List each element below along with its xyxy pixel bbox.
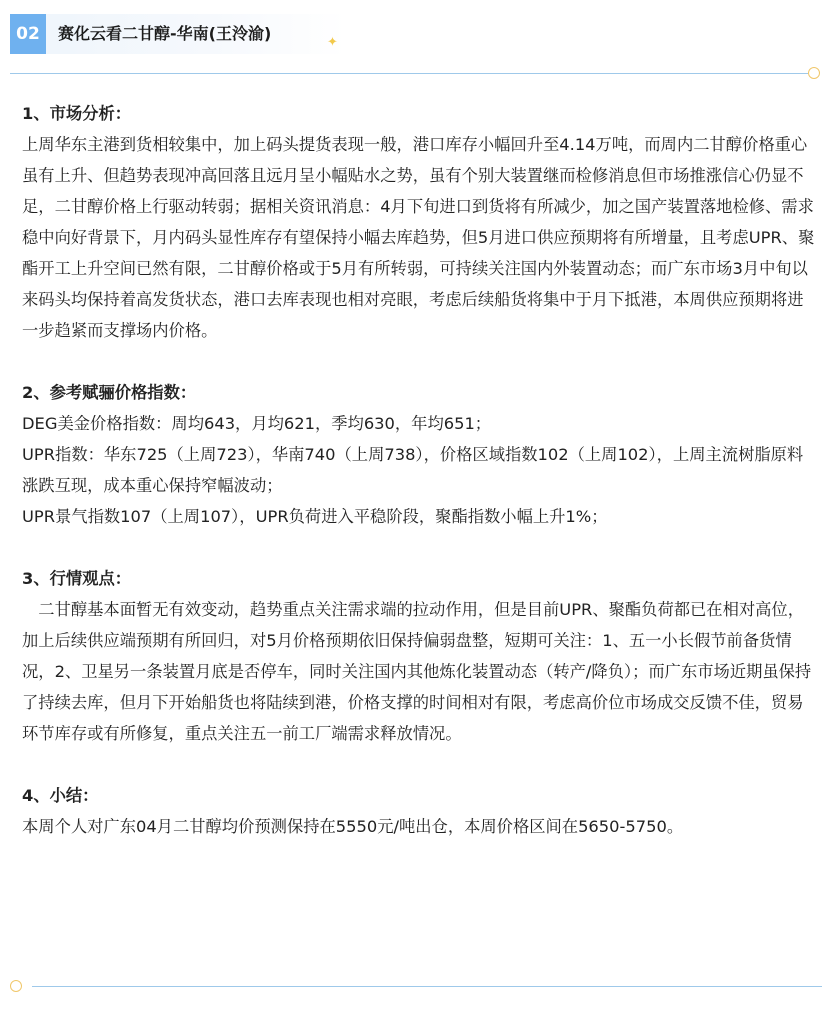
paragraph: 上周华东主港到货相较集中，加上码头提货表现一般，港口库存小幅回升至4.14万吨，而周内二甘醇价格重心虽有上升、但趋势表现冲高回落且远月呈小幅贴水之势，虽有个别大装置继而检修消息但市场推涨信心仍显不足，二甘醇价格上行驱动转弱；据相关资讯消息：4月下旬进口到货将有所减少，加之国产装置落地检修、需求稳中向好背景下，月内码头显性库存有望保持小幅去库趋势，但5月进口供应预期将有所增量，且考虑UPR、聚酯开工上升空间已然有限，二甘醇价格或于5月有所转弱，可持续关注国内外装置动态；而广东市场3月中旬以来码头均保持着高发货状态，港口去库表现也相对亮眼，考虑后续船货将集中于月下抵港，本周供应预期将进一步趋紧而支撑场内价格。 — [22, 135, 815, 340]
article-body — [22, 98, 816, 842]
section-header — [10, 14, 346, 54]
bottom-divider — [32, 986, 822, 987]
section-heading: 4、小结： — [22, 786, 99, 805]
paragraph: UPR景气指数107（上周107），UPR负荷进入平稳阶段，聚酯指数小幅上升1%； — [22, 507, 608, 526]
top-divider — [10, 73, 808, 74]
divider-circle-icon — [10, 980, 22, 992]
paragraph: UPR指数：华东725（上周723），华南740（上周738），价格区域指数102（上周102），上周主流树脂原料涨跌互现，成本重心保持窄幅波动； — [22, 445, 804, 495]
paragraph: 二甘醇基本面暂无有效变动，趋势重点关注需求端的拉动作用，但是目前UPR、聚酯负荷都已在相对高位，加上后续供应端预期有所回归，对5月价格预期依旧保持偏弱盘整，短期可关注：1、五一小长假节前备货情况，2、卫星另一条装置月底是否停车，同时关注国内其他炼化装置动态（转产/降负）；而广东市场近期虽保持了持续去库，但月下开始船货也将陆续到港，价格支撑的时间相对有限，考虑高价位市场成交反馈不佳，贸易环节库存或有所修复，重点关注五一前工厂端需求释放情况。 — [22, 600, 812, 743]
section-heading: 1、市场分析： — [22, 104, 132, 123]
divider-circle-icon — [808, 67, 820, 79]
market-analysis-section — [22, 98, 816, 346]
section-title: 赛化云看二甘醇-华南(王泠渝) — [58, 24, 272, 43]
sparkle-icon: ✦ — [327, 35, 338, 50]
section-number-badge: 02 — [10, 14, 46, 54]
summary-section — [22, 780, 816, 842]
section-heading: 2、参考赋骊价格指数： — [22, 383, 197, 402]
paragraph: DEG美金价格指数：周均643，月均621，季均630，年均651； — [22, 414, 492, 433]
paragraph: 本周个人对广东04月二甘醇均价预测保持在5550元/吨出仓，本周价格区间在5650-5750。 — [22, 817, 684, 836]
market-view-section — [22, 563, 816, 749]
price-index-section — [22, 377, 816, 532]
section-heading: 3、行情观点： — [22, 569, 132, 588]
